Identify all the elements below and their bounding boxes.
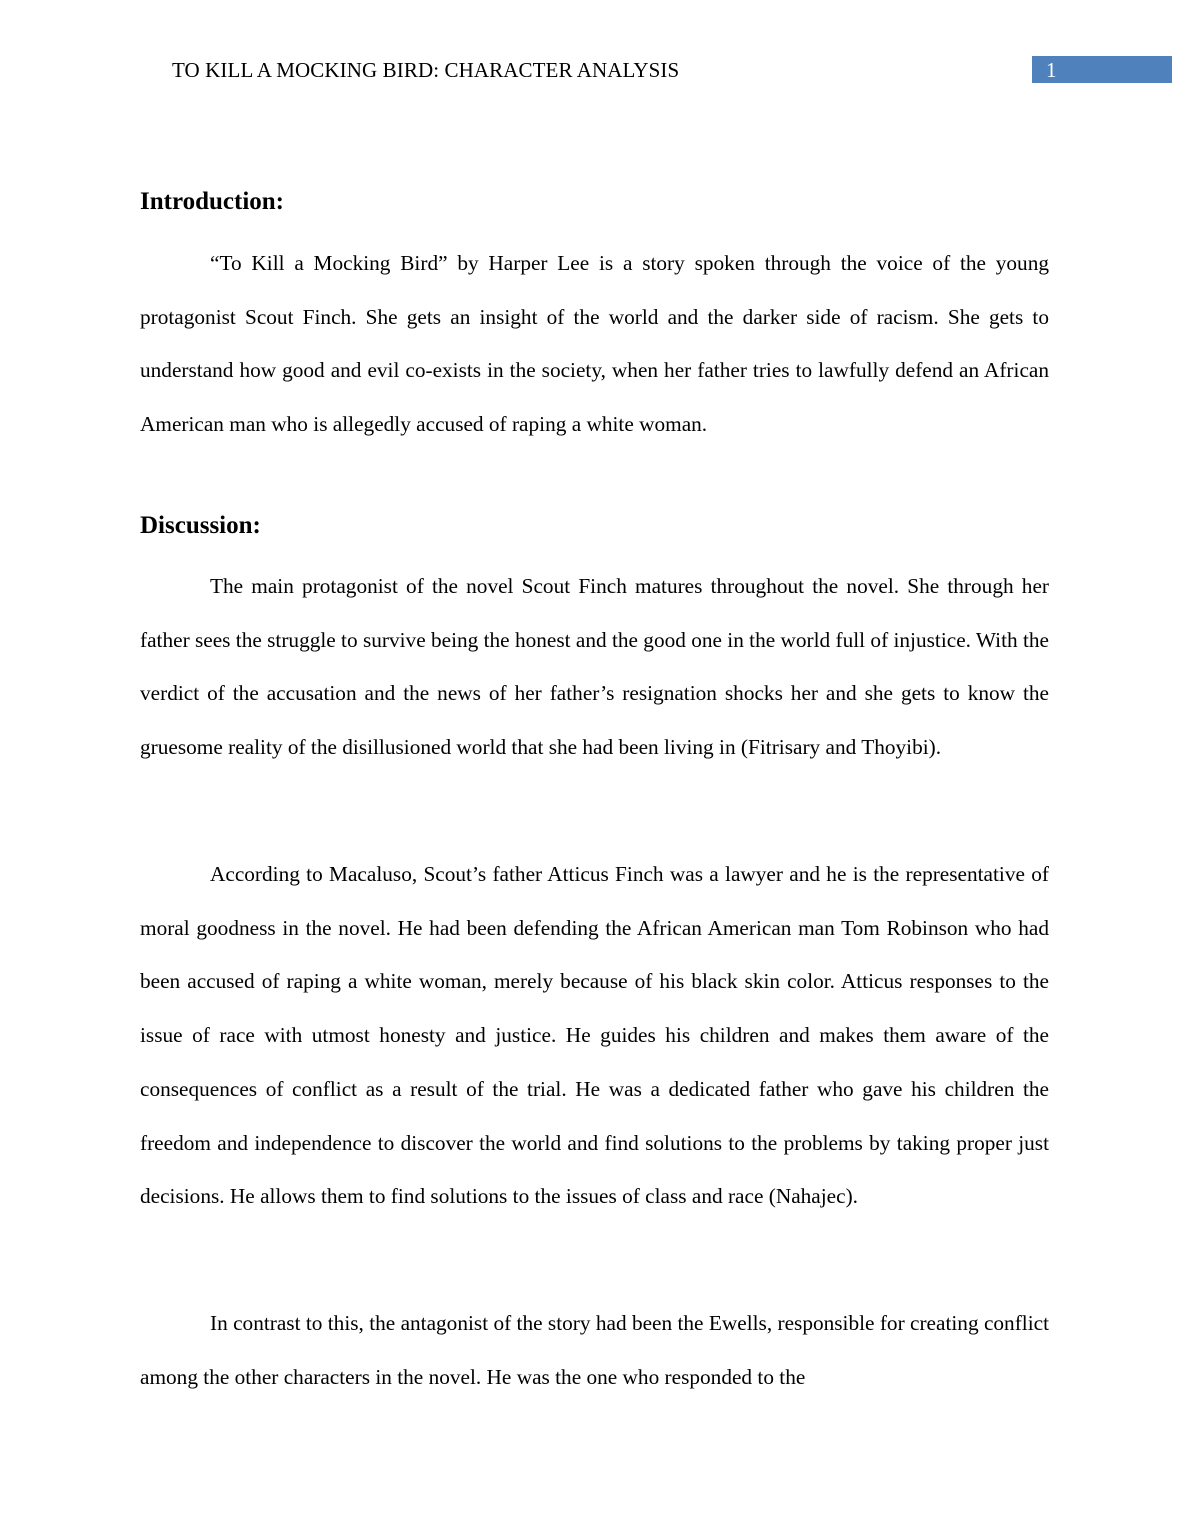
paragraph-discussion-3: In contrast to this, the antagonist of the story had been the Ewells, responsible for creating conflict among the other characters in the novel. He was the one who responded to the xyxy=(140,1311,1049,1389)
heading-introduction: Introduction: xyxy=(140,188,285,215)
page-number: 1 xyxy=(1046,58,1057,82)
paragraph-introduction: “To Kill a Mocking Bird” by Harper Lee is a story spoken through the voice of the young protagonist Scout Finch. She gets an insight of the world and the darker side of racism. She gets to understand how good and evil co-exists in the society, when her father tries to lawfully defend an African American man who is allegedly accused of raping a white woman. xyxy=(140,251,1049,437)
paragraph-discussion-2: According to Macaluso, Scout’s father Atticus Finch was a lawyer and he is the representative of moral goodness in the novel. He had been defending the African American man Tom Robinson who had been accused of raping a white woman, merely because of his black skin color. Atticus responses to the issue of race with utmost honesty and justice. He guides his children and makes them aware of the consequences of conflict as a result of the trial. He was a dedicated father who gave his children the freedom and independence to discover the world and find solutions to the problems by taking proper just decisions. He allows them to find solutions to the issues of class and race (Nahajec). xyxy=(140,862,1049,1209)
paragraph-discussion-1: The main protagonist of the novel Scout Finch matures throughout the novel. She through her father sees the struggle to survive being the honest and the good one in the world full of injustice. With the verdict of the accusation and the news of her father’s resignation shocks her and she gets to know the gruesome reality of the disillusioned world that she had been living in (Fitrisary and Thoyibi). xyxy=(140,574,1049,760)
running-header-title: TO KILL A MOCKING BIRD: CHARACTER ANALYSIS xyxy=(172,58,680,82)
heading-discussion: Discussion: xyxy=(140,512,261,539)
page-number-badge xyxy=(1032,56,1172,83)
